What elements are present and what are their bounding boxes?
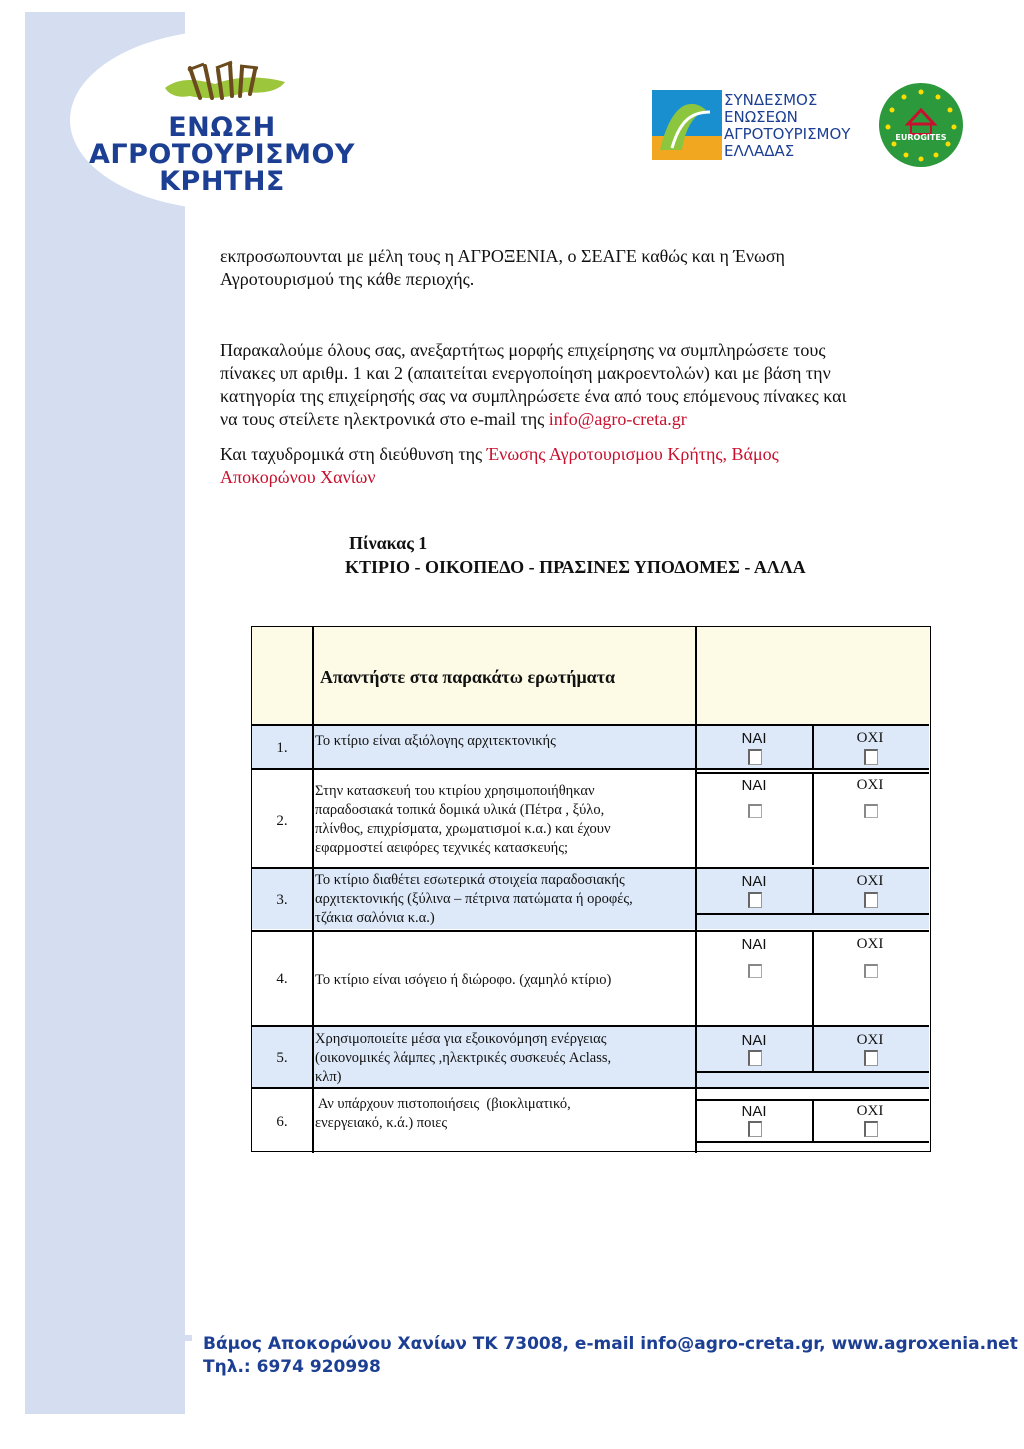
row-2-question-line-4: εφαρμοστεί αειφόρες τεχνικές κατασκευής; [315,840,568,856]
row-3-no-label: ΟΧΙ [856,873,884,889]
row-4-yes-label: ΝΑΙ [741,936,767,953]
logo-text-line-2: ΑΓΡΟΤΟΥΡΙΣΜΟΥ [89,139,355,170]
row-5-number: 5. [276,1050,288,1066]
table-header-text: Απαντήστε στα παρακάτω ερωτήματα [320,667,616,687]
row-5-no-checkbox[interactable] [864,1050,878,1066]
table-subtitle: ΚΤΙΡΙΟ - ΟΙΚΟΠΕΔΟ - ΠΡΑΣΙΝΕΣ ΥΠΟΔΟΜΕΣ - ΑΛΛΑ [345,557,806,577]
postal-prefix: Και ταχυδρομικά στη διεύθυνση της [220,444,487,464]
email-link[interactable]: info@agro-creta.gr [548,409,687,429]
intro-paragraph-2-line-2: πίνακες υπ αριθμ. 1 και 2 (απαιτείται ενεργοποίηση μακροεντολών) και με βάση την [220,363,831,383]
logo-text-line-1: ΕΝΩΣΗ [168,112,276,143]
row-4-question-line-1: Το κτίριο είναι ισόγειο ή διώροφο. (χαμηλό κτίριο) [315,972,612,988]
footer-divider [72,1335,192,1341]
row-6-question-line-1: Αν υπάρχουν πιστοποιήσεις (βιοκλιματικό, [315,1096,571,1112]
row-6-question-line-2: ενεργειακό, κ.ά.) ποιες [315,1115,448,1131]
row-4-no-label: ΟΧΙ [856,936,884,952]
footer-phone: Τηλ.: 6974 920998 [203,1357,381,1377]
sy-text-line-4: ΕΛΛΑΔΑΣ [724,142,795,160]
row-3-question-line-1: Το κτίριο διαθέτει εσωτερικά στοιχεία παραδοσιακής [315,872,625,888]
row-2-yes-checkbox[interactable] [748,804,762,818]
send-instruction: να τους στείλετε ηλεκτρονικά στο e-mail της [220,409,549,429]
row-6-no-label: ΟΧΙ [856,1103,884,1119]
sy-text-line-2: ΕΝΩΣΕΩΝ [724,108,798,126]
questions-table [251,626,931,1152]
row-6-yes-label: ΝΑΙ [741,1103,767,1120]
row-1-no-checkbox[interactable] [864,749,878,765]
row-4-yes-checkbox[interactable] [748,964,762,978]
row-3-no-checkbox[interactable] [864,892,878,908]
row-6-yes-checkbox[interactable] [748,1121,762,1137]
side-band [25,12,185,1414]
sy-text-line-1: ΣΥΝΔΕΣΜΟΣ [724,91,818,109]
crete-island-logo-icon [160,58,290,114]
address-line-2: Αποκορώνου Χανίων [220,467,376,487]
postal-line-1 [220,443,960,466]
row-3-yes-checkbox[interactable] [748,892,762,908]
row-3-yes-label: ΝΑΙ [741,873,767,890]
footer-address: Βάμος Αποκορώνου Χανίων ΤΚ 73008, e-mail info@agro-creta.gr, www.agroxenia.net [203,1334,1018,1354]
logo-text-line-3: ΚΡΗΤΗΣ [159,166,285,197]
row-3-question-line-2: αρχιτεκτονικής (ξύλινα – πέτρινα πατώματα ή οροφές, [315,891,633,907]
row-5-question-line-1: Χρησιμοποιείτε μέσα για εξοικονόμηση ενέργειας [315,1031,607,1047]
row-5-no-label: ΟΧΙ [856,1032,884,1048]
row-2-question-line-3: πλίνθος, επιχρίσματα, χρωματισμοί κ.α.) και έχουν [315,821,611,837]
row-1-no-label: ΟΧΙ [856,730,884,746]
agrotourism-greece-logo-icon [652,90,722,160]
eurogites-label: EUROGITES [895,133,947,142]
row-1-question-line-1: Το κτίριο είναι αξιόλογης αρχιτεκτονικής [315,733,556,749]
intro-paragraph-2-line-4 [220,408,960,431]
sy-text-line-3: ΑΓΡΟΤΟΥΡΙΣΜΟΥ [724,125,851,143]
row-5-yes-checkbox[interactable] [748,1050,762,1066]
row-2-no-checkbox[interactable] [864,804,878,818]
intro-paragraph-1: εκπροσωπουνται με μέλη τους η ΑΓΡΟΞΕΝΙΑ, ο ΣΕΑΓΕ καθώς και η Ένωση Αγροτουρισμού της κάθε περιοχής. [220,246,785,289]
row-3-number: 3. [276,892,288,908]
address-line-1: Ένωσης Αγροτουρισμου Κρήτης, Βάμος [486,444,779,464]
row-4-no-checkbox[interactable] [864,964,878,978]
row-2-question-line-2: παραδοσιακά τοπικά δομικά υλικά (Πέτρα , ξύλο, [315,802,605,818]
row-5-yes-label: ΝΑΙ [741,1032,767,1049]
row-6-number: 6. [276,1114,288,1130]
row-2-no-label: ΟΧΙ [856,777,884,793]
intro-paragraph-2-line-1: Παρακαλούμε όλους σας, ανεξαρτήτως μορφής επιχείρησης να συμπληρώσετε τους [220,340,826,360]
row-5-question-line-2: (οικονομικές λάμπες ,ηλεκτρικές συσκευές Aclass, [315,1050,612,1066]
row-1-yes-label: ΝΑΙ [741,730,767,747]
row-2-yes-label: ΝΑΙ [741,777,767,794]
row-2-number: 2. [276,813,288,829]
eurogites-logo-icon [878,82,964,168]
row-4-number: 4. [276,971,288,987]
intro-paragraph-2-line-3: κατηγορία της επιχείρησής σας να συμπληρώσετε ένα από τους επόμενους πίνακες και [220,386,847,406]
row-6-no-checkbox[interactable] [864,1121,878,1137]
row-1-number: 1. [276,740,288,756]
table-title: Πίνακας 1 [349,533,428,553]
row-2-question-line-1: Στην κατασκευή του κτιρίου χρησιμοποιήθηκαν [315,783,595,799]
row-1-yes-checkbox[interactable] [748,749,762,765]
row-3-question-line-3: τζάκια σαλόνια κ.α.) [315,910,435,926]
row-5-question-line-3: κλπ) [315,1069,342,1085]
